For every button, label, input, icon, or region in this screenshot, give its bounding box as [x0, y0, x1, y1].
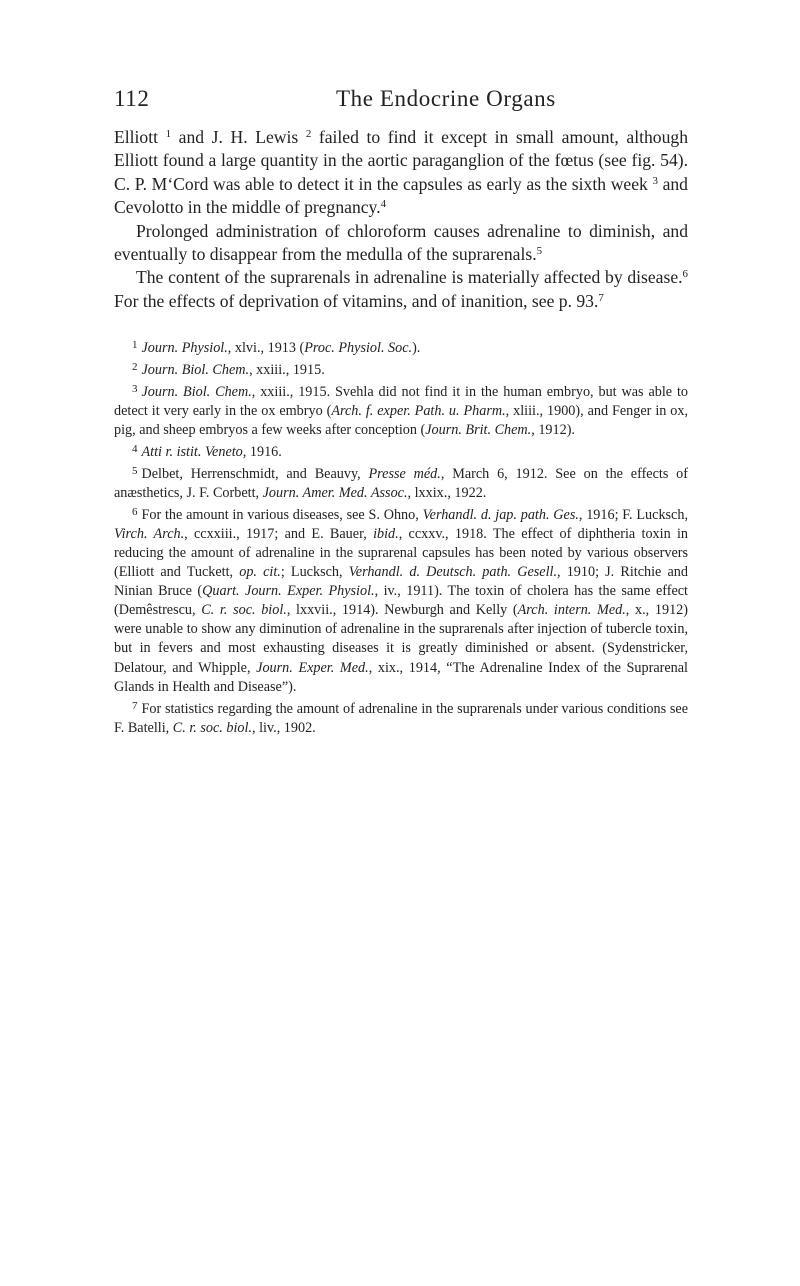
paragraph-1 [114, 126, 688, 220]
footnote-number: 2 [132, 360, 138, 373]
page-number: 112 [114, 86, 150, 111]
text-run: Prolonged administration of chloroform causes adrenaline to diminish, and eventually to disappear from the medulla of the suprarenals. [114, 220, 688, 265]
footnote-text: , xxiii., 1915. Svehla did not find it in the human embryo, but was able to detect it very early in the ox embryo ( [114, 383, 688, 419]
footnote-ref: 6 [682, 268, 688, 281]
footnote-text: , iv., 1911). The toxin of cholera has the same effect (Demêstrescu, [114, 583, 688, 619]
footnote-text: ). [412, 339, 421, 356]
citation-title: Verhandl. d. Deutsch. path. Gesell. [348, 564, 558, 581]
citation-title: Arch. f. exper. Path. u. Pharm. [331, 402, 506, 419]
citation-title: C. r. soc. biol. [172, 719, 252, 736]
footnote-text: ; Lucksch, [280, 564, 349, 581]
citation-title: Journ. Brit. Chem. [425, 421, 532, 438]
citation-title: Virch. Arch. [114, 525, 185, 542]
text-run: and J. H. Lewis [171, 127, 306, 147]
footnote-text: , 1912). [531, 421, 575, 438]
citation-title: Proc. Physiol. Soc. [304, 339, 413, 356]
citation-title: C. r. soc. biol. [201, 602, 287, 619]
footnote-text: , March 6, 1912. See on the effects of anæsthetics, J. F. Corbett, [114, 465, 688, 501]
footnote-3 [114, 380, 688, 440]
footnote-2 [114, 358, 688, 380]
footnote-ref: 1 [165, 128, 172, 140]
footnote-ref: 7 [598, 291, 604, 304]
footnote-7 [114, 697, 688, 738]
footnote-4 [114, 440, 688, 462]
citation-title: Presse méd. [368, 465, 441, 482]
citation-title: Journ. Amer. Med. Assoc. [262, 484, 408, 501]
footnote-ref: 5 [536, 245, 543, 258]
footnote-text: For statistics regarding the amount of adrenaline in the suprarenals under various conditions see F. Batelli, [114, 700, 688, 736]
footnote-ref: 2 [305, 128, 312, 140]
footnote-text: For the amount in various diseases, see S. Ohno, [141, 506, 423, 523]
text-run: failed to find it except in small amount, although Elliott found a large quantity in the aortic paraganglion of the fœtus (see fig. 54). C. P. M‘Cord was able to detect it in the capsules as early as the sixth week [114, 127, 688, 194]
citation-title: Journ. Physiol. [141, 339, 228, 356]
footnote-number: 3 [132, 382, 138, 395]
citation-title: Journ. Biol. Chem. [141, 383, 252, 400]
citation-title: Atti r. istit. Veneto [141, 443, 243, 460]
text-run: Elliott [114, 127, 166, 147]
main-text [114, 126, 688, 313]
text-run: and Cevolotto in the middle of pregnancy. [114, 173, 688, 218]
footnote-number: 4 [132, 443, 138, 455]
text-run: For the effects of deprivation of vitamins, and of inanition, see p. 93. [114, 290, 599, 311]
footnote-5 [114, 462, 688, 503]
running-title: The Endocrine Organs [336, 86, 556, 111]
footnote-text: , 1916. [242, 443, 282, 460]
footnote-text: Delbet, Herrenschmidt, and Beauvy, [141, 465, 369, 482]
citation-title: Journ. Exper. Med. [256, 659, 369, 676]
footnote-text: , xliii., 1900), and Fenger in ox, pig, and sheep embryos a few weeks after conception ( [114, 402, 689, 438]
citation-title: Journ. Biol. Chem. [141, 361, 250, 378]
citation-title: Arch. intern. Med. [517, 602, 626, 619]
footnote-number: 7 [132, 699, 138, 712]
footnote-ref: 4 [380, 198, 387, 211]
footnote-text: , 1916; F. Lucksch, [578, 506, 688, 523]
footnote-text: , xix., 1914, “The Adrenaline Index of the Suprarenal Glands in Health and Disease”). [114, 659, 688, 695]
footnote-text: , ccxxiii., 1917; and E. Bauer, [184, 525, 374, 542]
footnote-text: , x., 1912) were unable to show any diminution of adrenaline in the suprarenals after injection of tubercle toxin, but in fevers and most exhausting diseases it is greatly diminished or absent. (Sydenstricker, Delatour, and Whipple, [114, 602, 688, 676]
footnote-text: , 1910; J. Ritchie and Ninian Bruce ( [114, 564, 688, 600]
footnote-text: , xxiii., 1915. [249, 361, 325, 378]
footnote-number: 5 [132, 464, 138, 477]
citation-title: ibid. [373, 525, 399, 542]
footnote-text: , ccxxv., 1918. The effect of diphtheria toxin in reducing the amount of adrenaline in the suprarenal capsules has been noted by various observers (Elliott and Tuckett, [114, 525, 688, 581]
footnotes [114, 336, 688, 738]
text-run: The content of the suprarenals in adrenaline is materially affected by disease. [136, 267, 683, 288]
citation-title: Quart. Journ. Exper. Physiol. [202, 583, 375, 600]
paragraph-2 [114, 220, 688, 267]
footnote-text: , lxxix., 1922. [407, 484, 487, 501]
footnote-number: 6 [132, 505, 138, 518]
footnote-number: 1 [132, 339, 138, 351]
footnote-ref: 3 [652, 174, 658, 187]
footnote-text: , liv., 1902. [252, 719, 316, 736]
footnote-text: , lxxvii., 1914). Newburgh and Kelly ( [286, 602, 518, 619]
footnote-text: , xlvi., 1913 ( [227, 339, 305, 356]
footnote-6 [114, 503, 688, 697]
citation-title: Verhandl. d. jap. path. Ges. [422, 506, 579, 523]
footnote-1 [114, 336, 688, 358]
citation-title: op. cit. [239, 564, 281, 581]
paragraph-3 [114, 266, 688, 313]
